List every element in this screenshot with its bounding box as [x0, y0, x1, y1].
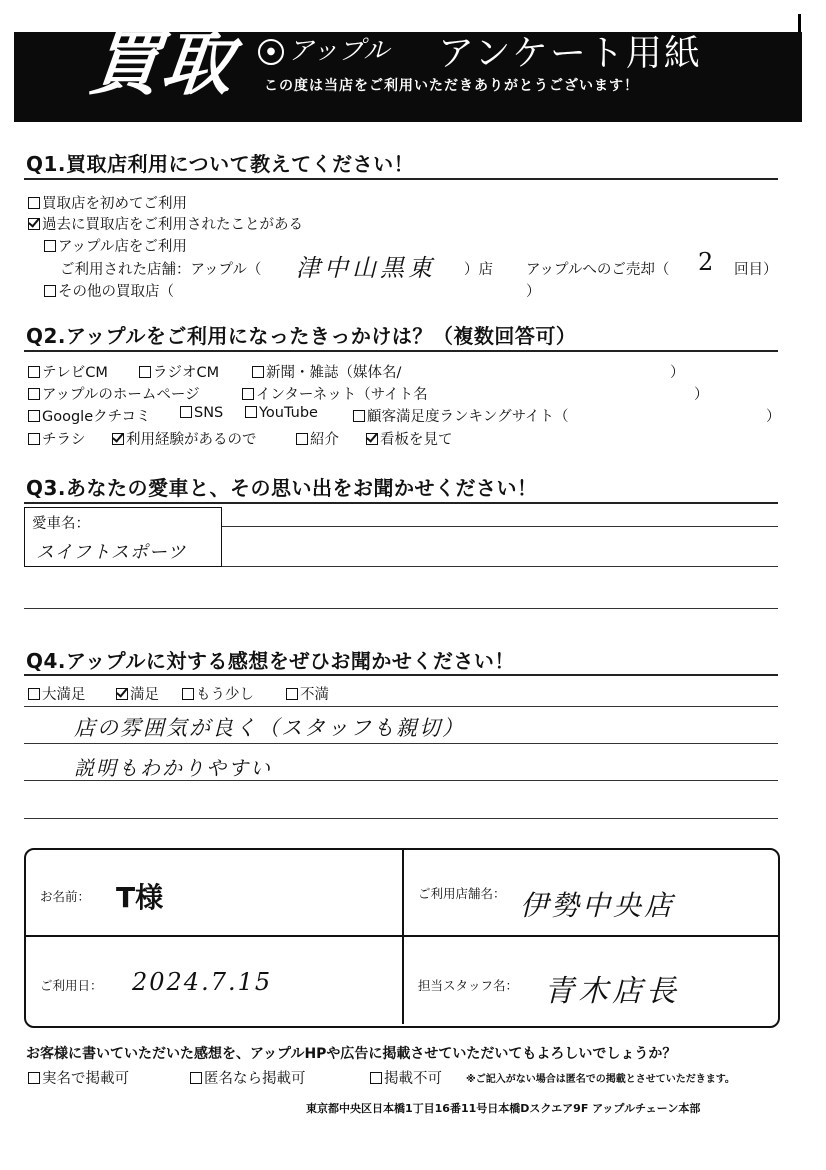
brand-logo	[258, 36, 389, 66]
q4-option-very-satisfied[interactable]	[28, 683, 86, 704]
q1-option-other[interactable]	[44, 280, 174, 301]
apple-logo-icon: ●	[258, 39, 284, 65]
checkbox[interactable]	[296, 433, 308, 445]
q1-sale-suffix: 回目）	[734, 262, 778, 278]
q1-other-close: ）	[526, 284, 541, 300]
option-label: 顧客満足度ランキングサイト（	[367, 409, 569, 425]
q1-option-past[interactable]	[28, 213, 303, 234]
option-label: 実名で掲載可	[42, 1071, 129, 1087]
option-label: 利用経験があるので	[126, 432, 257, 448]
option-label: YouTube	[259, 405, 318, 421]
consent-option-anonymous[interactable]	[190, 1067, 306, 1088]
option-label: その他の買取店（	[58, 284, 174, 300]
q3-title: Q3.あなたの愛車と、その思い出をお聞かせください！	[26, 476, 538, 500]
option-label: SNS	[194, 405, 224, 421]
survey-title: アンケート用紙	[438, 33, 702, 74]
staff-value[interactable]: 青木店長	[544, 974, 680, 1009]
checkbox[interactable]	[286, 688, 298, 700]
date-value[interactable]: 2024.7.15	[132, 968, 273, 996]
footer-address: 東京都中央区日本橋1丁目16番11号日本橋Dスクエア9F アップルチェーン本部	[306, 1102, 701, 1115]
q2-option-google[interactable]	[28, 405, 151, 426]
q2-rule	[24, 350, 778, 352]
q1-sale-label: アップルへのご売却（	[526, 262, 670, 278]
q4-comment-line-1[interactable]: 店の雰囲気が良く（スタッフも親切）	[74, 716, 465, 740]
consent-note: ※ご記入がない場合は匿名での掲載とさせていただきます。	[466, 1074, 735, 1085]
table-v-divider	[402, 850, 404, 1024]
staff-label: 担当スタッフ名：	[418, 978, 519, 993]
brand-logo-text: アップル	[288, 36, 390, 66]
option-label: もう少し	[196, 687, 254, 703]
option-label: ラジオCM	[153, 365, 220, 381]
q2-option-ranking[interactable]	[353, 405, 569, 426]
store-name-value[interactable]: 伊勢中央店	[520, 889, 676, 922]
checkbox[interactable]	[44, 285, 56, 297]
checkbox-checked[interactable]	[366, 433, 378, 445]
q1-store-suffix: ）店	[464, 262, 493, 278]
checkbox-checked[interactable]	[116, 688, 128, 700]
checkbox[interactable]	[180, 406, 192, 418]
q4-line-2	[24, 743, 778, 744]
q2-row2-close: ）	[694, 387, 709, 403]
q3-line-3	[24, 608, 778, 609]
checkbox-checked[interactable]	[28, 218, 40, 230]
checkbox[interactable]	[44, 240, 56, 252]
q4-rule	[24, 674, 778, 676]
q1-option-first[interactable]	[28, 192, 187, 213]
option-label: アップル店をご利用	[58, 239, 187, 255]
q4-line-3	[24, 780, 778, 781]
q2-option-newspaper[interactable]	[252, 361, 401, 382]
q2-option-internet[interactable]	[242, 383, 428, 404]
checkbox[interactable]	[28, 388, 40, 400]
checkbox[interactable]	[28, 1072, 40, 1084]
option-label: 新聞・雑誌（媒体名/	[266, 365, 402, 381]
checkbox[interactable]	[28, 433, 40, 445]
checkbox[interactable]	[190, 1072, 202, 1084]
checkbox[interactable]	[182, 688, 194, 700]
option-label: 大満足	[42, 687, 86, 703]
q4-title: Q4.アップルに対する感想をぜひお聞かせください！	[26, 649, 515, 673]
q2-option-sns[interactable]	[180, 405, 223, 421]
option-label: 買取店を初めてご利用	[42, 196, 187, 212]
checkbox[interactable]	[139, 366, 151, 378]
option-label: 紹介	[310, 432, 339, 448]
store-name-label: ご利用店舗名：	[418, 886, 506, 901]
q2-option-signboard[interactable]	[366, 428, 453, 449]
q3-line-1	[222, 526, 778, 527]
q1-rule	[24, 178, 778, 180]
header-kaitori: 買取	[85, 23, 239, 105]
q2-option-experience[interactable]	[112, 428, 257, 449]
option-label: インターネット（サイト名	[256, 387, 428, 403]
checkbox[interactable]	[353, 410, 365, 422]
consent-option-no[interactable]	[370, 1067, 442, 1088]
option-label: テレビCM	[42, 365, 108, 381]
q2-option-referral[interactable]	[296, 428, 339, 449]
q2-row1-close: ）	[670, 365, 685, 381]
q4-option-somewhat[interactable]	[182, 683, 254, 704]
header-subtitle: この度は当店をご利用いただきありがとうございます！	[264, 78, 639, 94]
q2-row3-close: ）	[766, 409, 781, 425]
consent-option-real-name[interactable]	[28, 1067, 129, 1088]
q2-option-flyer[interactable]	[28, 428, 86, 449]
option-label: アップルのホームページ	[42, 387, 200, 403]
q2-option-homepage[interactable]	[28, 383, 200, 404]
checkbox-checked[interactable]	[112, 433, 124, 445]
q1-store-label: ご利用された店舗：アップル（	[60, 262, 262, 278]
q4-line-1	[24, 706, 778, 707]
q2-option-tvcm[interactable]	[28, 361, 108, 382]
checkbox[interactable]	[242, 388, 254, 400]
car-name-value[interactable]: スイフトスポーツ	[36, 542, 187, 563]
q2-option-youtube[interactable]	[245, 405, 318, 421]
checkbox[interactable]	[28, 197, 40, 209]
q4-line-4	[24, 818, 778, 819]
q1-option-apple[interactable]	[44, 235, 187, 256]
q2-title: Q2.アップルをご利用になったきっかけは？（複数回答可）	[26, 324, 577, 348]
q4-comment-line-2[interactable]: 説明もわかりやすい	[74, 756, 272, 780]
option-label: チラシ	[42, 432, 86, 448]
q2-option-radiocm[interactable]	[139, 361, 219, 382]
checkbox[interactable]	[245, 406, 257, 418]
q3-line-2	[222, 566, 778, 567]
car-name-label: 愛車名：	[32, 516, 90, 532]
q3-rule	[24, 502, 778, 504]
checkbox[interactable]	[370, 1072, 382, 1084]
option-label: Googleクチコミ	[42, 409, 151, 425]
option-label: 匿名なら掲載可	[204, 1071, 306, 1087]
name-value[interactable]: T様	[116, 881, 164, 914]
consent-question: お客様に書いていただいた感想を、アップルHPや広告に掲載させていただいてもよろしいでしょうか？	[26, 1046, 677, 1062]
q1-title: Q1.買取店利用について教えてください！	[26, 152, 415, 176]
q4-option-satisfied[interactable]	[116, 683, 159, 704]
q1-sale-count[interactable]: 2	[698, 248, 714, 276]
option-label: 掲載不可	[384, 1071, 442, 1087]
option-label: 満足	[130, 687, 159, 703]
name-label: お名前：	[40, 889, 91, 904]
date-label: ご利用日：	[40, 978, 103, 993]
checkbox[interactable]	[252, 366, 264, 378]
option-label: 過去に買取店をご利用されたことがある	[42, 217, 303, 233]
option-label: 看板を見て	[380, 432, 453, 448]
option-label: 不満	[300, 687, 329, 703]
checkbox[interactable]	[28, 410, 40, 422]
q4-option-dissatisfied[interactable]	[286, 683, 329, 704]
checkbox[interactable]	[28, 366, 40, 378]
checkbox[interactable]	[28, 688, 40, 700]
q1-store-value[interactable]: 津中山黒東	[296, 254, 436, 282]
